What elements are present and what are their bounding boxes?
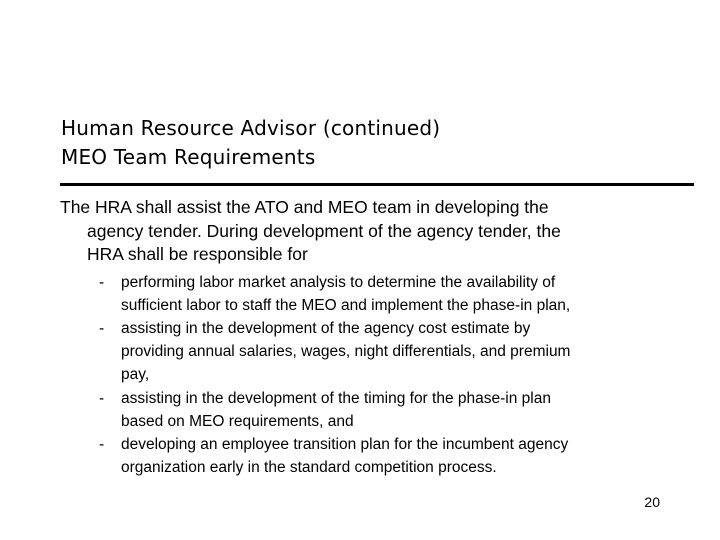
bullet-dash: -	[99, 319, 105, 337]
intro-line-2: agency tender. During development of the agency tender, the	[87, 220, 561, 241]
list-item-line: pay,	[121, 366, 150, 384]
list-item-line: providing annual salaries, wages, night differentials, and premium	[121, 343, 571, 361]
list-item-line: developing an employee transition plan for the incumbent agency	[121, 435, 569, 453]
list-item	[60, 433, 670, 479]
list-item-line: assisting in the development of the agency cost estimate by	[121, 319, 531, 337]
intro-line-1: The HRA shall assist the ATO and MEO team in developing the	[60, 197, 549, 217]
title-divider	[60, 183, 694, 186]
list-item	[60, 387, 670, 433]
list-item-line: organization early in the standard competition process.	[121, 459, 497, 477]
bullet-dash: -	[99, 435, 105, 453]
list-item	[60, 317, 670, 387]
page-number: 20	[644, 494, 660, 510]
list-item-line: assisting in the development of the timing for the phase-in plan	[121, 389, 551, 407]
list-item-line: sufficient labor to staff the MEO and implement the phase-in plan,	[121, 296, 571, 314]
slide-title	[61, 114, 681, 172]
title-line-1: Human Resource Advisor (continued)	[61, 116, 441, 140]
title-line-2: MEO Team Requirements	[61, 145, 316, 169]
intro-paragraph	[60, 196, 670, 267]
bullet-dash: -	[99, 389, 105, 407]
intro-line-3: HRA shall be responsible for	[87, 244, 308, 264]
bullet-dash: -	[99, 273, 105, 291]
slide-body	[60, 196, 670, 479]
list-item-line: based on MEO requirements, and	[121, 412, 354, 430]
list-item-line: performing labor market analysis to determine the availability of	[121, 273, 556, 291]
list-item	[60, 271, 670, 317]
responsibility-list	[60, 271, 670, 480]
